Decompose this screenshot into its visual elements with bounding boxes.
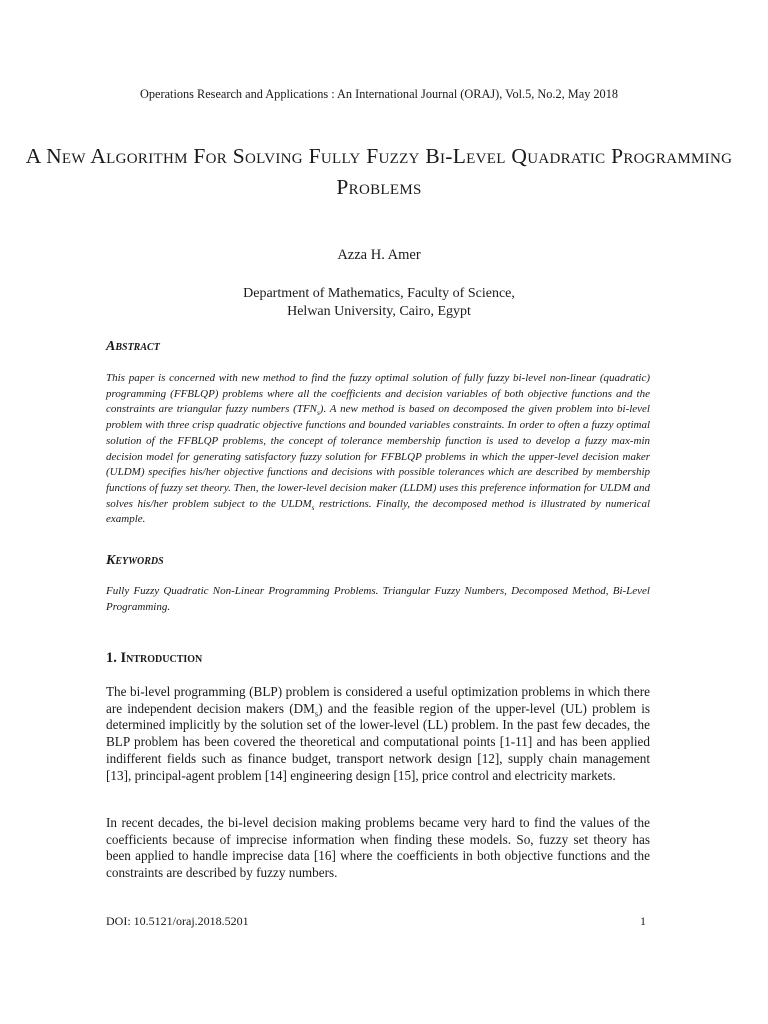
affiliation-line-1: Department of Mathematics, Faculty of Science,: [243, 286, 515, 301]
author-affiliation: [0, 285, 758, 321]
keywords-body: Fully Fuzzy Quadratic Non-Linear Programming Problems. Triangular Fuzzy Numbers, Decomposed Method, Bi-Level Programming.: [106, 585, 650, 613]
abstract-text-part-3: restrictions. Finally, the decomposed method is illustrated by numerical example.: [106, 497, 650, 526]
intro-para1-subscript: s: [314, 708, 319, 719]
introduction-paragraph-1: [106, 684, 650, 784]
keywords-heading: Keywords: [106, 553, 164, 568]
page-number: 1: [640, 914, 646, 928]
footer-doi: DOI: 10.5121/oraj.2018.5201: [106, 914, 249, 928]
affiliation-line-2: Helwan University, Cairo, Egypt: [287, 304, 471, 319]
introduction-heading: 1. Introduction: [106, 650, 203, 666]
abstract-subscript-1: s: [317, 409, 320, 418]
running-header: Operations Research and Applications : An International Journal (ORAJ), Vol.5, No.2, May 2018: [139, 87, 619, 101]
intro-para1-part-1: The bi-level programming (BLP) problem is considered a useful optimization problems in which there are independent decision makers (DM: [106, 684, 650, 716]
abstract-body: [106, 371, 650, 528]
author-name: Azza H. Amer: [337, 247, 421, 263]
abstract-heading: Abstract: [106, 339, 160, 354]
abstract-text-part-1: This paper is concerned with new method to find the fuzzy optimal solution of fully fuzzy bi-level non-linear (quadratic) programming (FFBLQP) problems where all the coefficients and decision variables of both objective functions and the constraints are triangular fuzzy numbers (TFN: [106, 372, 650, 416]
intro-para1-part-2: ) and the feasible region of the upper-level (UL) problem is determined implicitly by the solution set of the lower-level (LL) problem. In the past few decades, the BLP problem has been covered the theoretical and computational points [1-11] and has been applied indifferent fields such as finance budget, transport network design [12], supply chain management [13], principal-agent problem [14] engineering design [15], price control and electricity markets.: [106, 700, 650, 783]
abstract-subscript-2: s: [311, 503, 315, 512]
paper-title: A New Algorithm For Solving Fully Fuzzy Bi-Level Quadratic Programming Problems: [25, 144, 733, 199]
abstract-text-part-2: ). A new method is based on decomposed the given problem into bi-level problem with three crisp quadratic objective functions and bounded variables constraints. In order to often a fuzzy optimal solution of the FFBLQP problems, the concept of tolerance membership function is used to develop a fuzzy max-min decision model for generating satisfactory fuzzy solution for FFBLQP problems in which the upper-level decision maker (ULDM) specifies his/her objective functions and decisions with possible tolerances which are described by membership functions of fuzzy set theory. Then, the lower-level decision maker (LLDM) uses this preference information for ULDM and solves his/her problem subject to the ULDM: [106, 403, 650, 510]
introduction-paragraph-2: In recent decades, the bi-level decision making problems became very hard to find the values of the coefficients because of imprecise information when finding these models. So, fuzzy set theory has been applied to handle imprecise data [16] where the coefficients in both objective functions and the constraints are described by fuzzy numbers.: [106, 815, 650, 881]
